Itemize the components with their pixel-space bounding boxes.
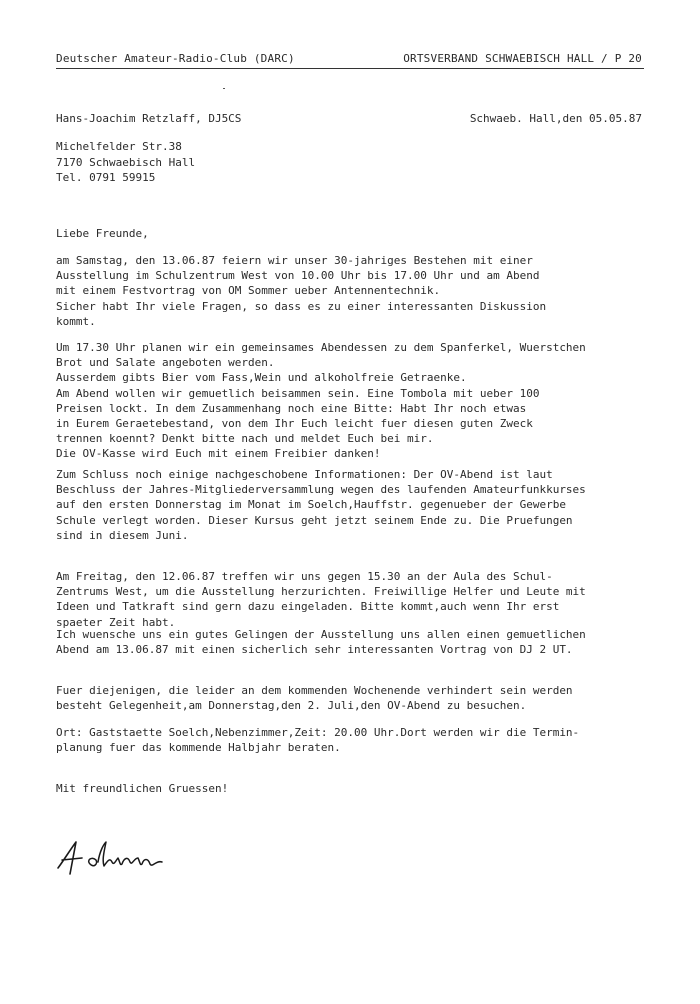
paragraph-6 — [56, 683, 656, 713]
address-street: Michelfelder Str.38 — [56, 140, 182, 153]
paragraph-7 — [56, 725, 656, 755]
text-line: planung fuer das kommende Halbjahr beraten. — [56, 741, 341, 755]
header-divider — [56, 68, 644, 69]
text-line: Ideen und Tatkraft sind gern dazu eingeladen. Bitte kommt,auch wenn Ihr erst — [56, 600, 560, 614]
paragraph-1 — [56, 253, 656, 329]
text-line: Abend am 13.06.87 mit einen sicherlich sehr interessanten Vortrag von DJ 2 UT. — [56, 643, 573, 657]
text-line: mit einem Festvortrag von OM Sommer ueber Antennentechnik. — [56, 284, 441, 298]
paragraph-4 — [56, 569, 656, 630]
text-line: Brot und Salate angeboten werden. — [56, 356, 275, 370]
text-line: besteht Gelegenheit,am Donnerstag,den 2. Juli,den OV-Abend zu besuchen. — [56, 699, 527, 713]
paragraph-5 — [56, 627, 656, 657]
text-line: Zentrums West, um die Ausstellung herzurichten. Freiwillige Helfer und Leute mit — [56, 585, 586, 599]
sender-address — [56, 139, 195, 186]
text-line: Die OV-Kasse wird Euch mit einem Freibier danken! — [56, 447, 381, 461]
closing-text: Mit freundlichen Gruessen! — [56, 782, 229, 795]
text-line: Ich wuensche uns ein gutes Gelingen der Ausstellung uns allen einen gemuetlichen — [56, 628, 586, 641]
text-line: Fuer diejenigen, die leider an dem kommenden Wochenende verhindert sein werden — [56, 684, 573, 697]
paragraph-3 — [56, 467, 656, 543]
text-line: in Eurem Geraetebestand, von dem Ihr Euch leicht fuer diesen guten Zweck — [56, 417, 533, 431]
text-line: Ort: Gaststaette Soelch,Nebenzimmer,Zeit: 20.00 Uhr.Dort werden wir die Termin- — [56, 726, 580, 739]
text-line: spaeter Zeit habt. — [56, 615, 176, 629]
salutation — [56, 226, 656, 241]
salutation-text: Liebe Freunde, — [56, 227, 149, 240]
text-line: Schule verlegt worden. Dieser Kursus geht jetzt seinem Ende zu. Die Pruefungen — [56, 513, 573, 527]
text-line: Ausserdem gibts Bier vom Fass,Wein und alkoholfreie Getraenke. — [56, 371, 467, 385]
text-line: sind in diesem Juni. — [56, 528, 189, 542]
text-line: auf den ersten Donnerstag im Monat im Soelch,Hauffstr. gegenueber der Gewerbe — [56, 498, 566, 512]
text-line: Am Abend wollen wir gemuetlich beisammen sein. Eine Tombola mit ueber 100 — [56, 386, 540, 400]
club-name: Deutscher Amateur-Radio-Club (DARC) — [56, 52, 295, 65]
signature-icon — [52, 830, 182, 880]
sender-name: Hans-Joachim Retzlaff, DJ5CS — [56, 112, 242, 125]
address-city: 7170 Schwaebisch Hall — [56, 155, 196, 169]
chapter-name: ORTSVERBAND SCHWAEBISCH HALL / P 20 — [403, 52, 642, 65]
paragraph-2 — [56, 340, 656, 462]
text-line: Sicher habt Ihr viele Fragen, so dass es zu einer interessanten Diskussion — [56, 299, 547, 313]
text-line: Beschluss der Jahres-Mitgliederversammlung wegen des laufenden Amateurfunkkurses — [56, 483, 586, 497]
text-line: Preisen lockt. In dem Zusammenhang noch eine Bitte: Habt Ihr noch etwas — [56, 401, 527, 415]
date-line: Schwaeb. Hall,den 05.05.87 — [469, 112, 642, 125]
text-line: trennen koennt? Denkt bitte nach und meldet Euch bei mir. — [56, 432, 434, 446]
text-line: am Samstag, den 13.06.87 feiern wir unser 30-jahriges Bestehen mit einer — [56, 254, 533, 267]
text-line: Ausstellung im Schulzentrum West von 10.00 Uhr bis 17.00 Uhr und am Abend — [56, 269, 540, 283]
text-line: Am Freitag, den 12.06.87 treffen wir uns gegen 15.30 an der Aula des Schul- — [56, 570, 553, 583]
fold-mark — [223, 88, 225, 89]
text-line: Um 17.30 Uhr planen wir ein gemeinsames Abendessen zu dem Spanferkel, Wuerstchen — [56, 341, 586, 354]
address-phone: Tel. 0791 59915 — [56, 171, 156, 184]
closing — [56, 781, 656, 796]
text-line: kommt. — [56, 314, 96, 328]
text-line: Zum Schluss noch einige nachgeschobene Informationen: Der OV-Abend ist laut — [56, 468, 553, 481]
